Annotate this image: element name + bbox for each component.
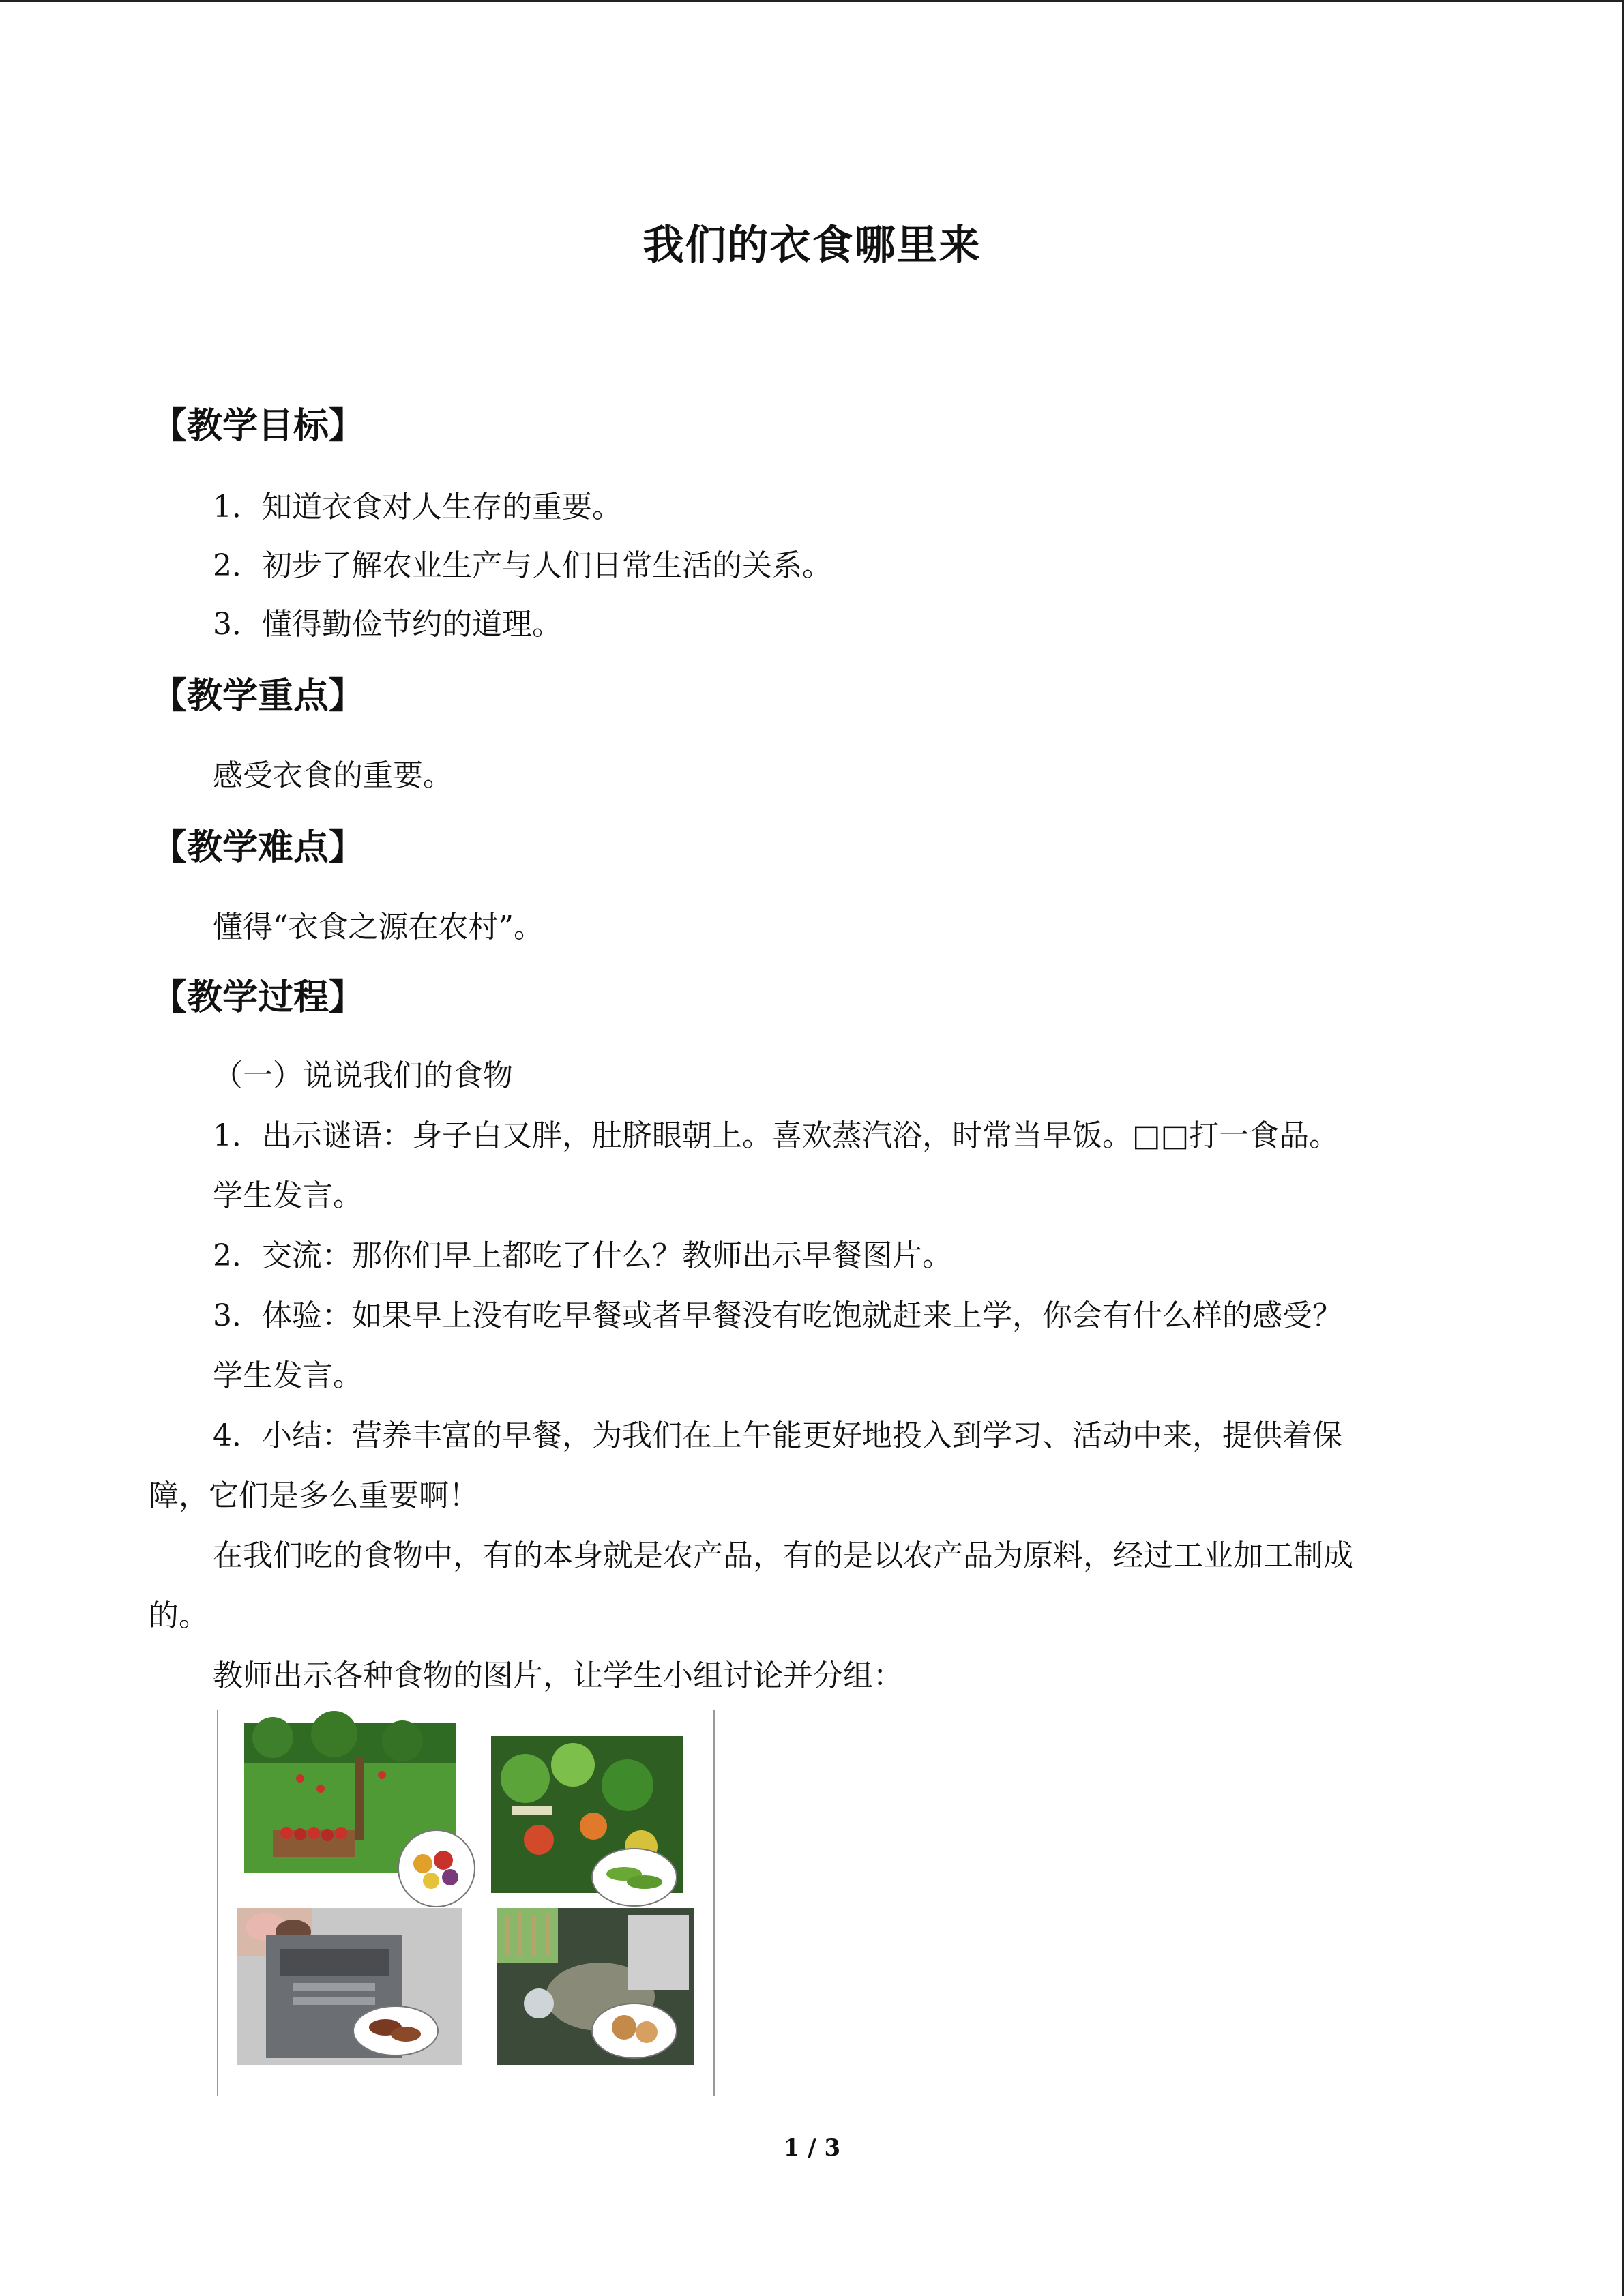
process-line-show-pictures: 教师出示各种食物的图片，让学生小组讨论并分组： xyxy=(213,1658,903,1693)
process-line-summary-cont: 障，它们是多么重要啊！ xyxy=(149,1478,479,1513)
process-line-student-2: 学生发言。 xyxy=(213,1358,363,1393)
document-title: 我们的衣食哪里来 xyxy=(643,222,981,269)
process-line-exchange: 2．交流：那你们早上都吃了什么？教师出示早餐图片。 xyxy=(213,1238,952,1273)
process-line-riddle: 1．出示谜语：身子白又胖，肚脐眼朝上。喜欢蒸汽浴，时常当早饭。□□打一食品。 xyxy=(213,1118,1340,1153)
food-photo-collage xyxy=(217,1710,715,2096)
process-line-summary: 4．小结：营养丰富的早餐，为我们在上午能更好地投入到学习、活动中来，提供着保 xyxy=(213,1418,1342,1453)
key-points-text: 感受衣食的重要。 xyxy=(213,758,453,793)
grain-bread-photo xyxy=(497,1908,694,2065)
process-subheading: （一）说说我们的食物 xyxy=(213,1058,513,1093)
process-line-experience: 3．体验：如果早上没有吃早餐或者早餐没有吃饱就赶来上学，你会有什么样的感受？ xyxy=(213,1298,1342,1333)
heading-key-points: 【教学重点】 xyxy=(151,676,365,717)
vegetables-photo xyxy=(491,1736,683,1906)
objective-item-2: 2．初步了解农业生产与人们日常生活的关系。 xyxy=(213,548,832,583)
process-line-student-1: 学生发言。 xyxy=(213,1178,363,1213)
objective-item-1: 1．知道衣食对人生存的重要。 xyxy=(213,490,622,524)
orchard-fruit-photo xyxy=(244,1711,475,1907)
process-line-food-origin: 在我们吃的食物中，有的本身就是农产品，有的是以农产品为原料，经过工业加工制成 xyxy=(213,1538,1353,1573)
process-line-food-origin-cont: 的。 xyxy=(149,1598,209,1633)
heading-objectives: 【教学目标】 xyxy=(151,406,365,447)
heading-difficulties: 【教学难点】 xyxy=(151,827,365,868)
page-number: 1 / 3 xyxy=(783,2134,841,2162)
objective-item-3: 3．懂得勤俭节约的道理。 xyxy=(213,607,562,642)
difficulties-text: 懂得“衣食之源在农村”。 xyxy=(213,910,544,944)
meat-processing-photo xyxy=(237,1908,462,2065)
heading-process: 【教学过程】 xyxy=(151,977,365,1018)
